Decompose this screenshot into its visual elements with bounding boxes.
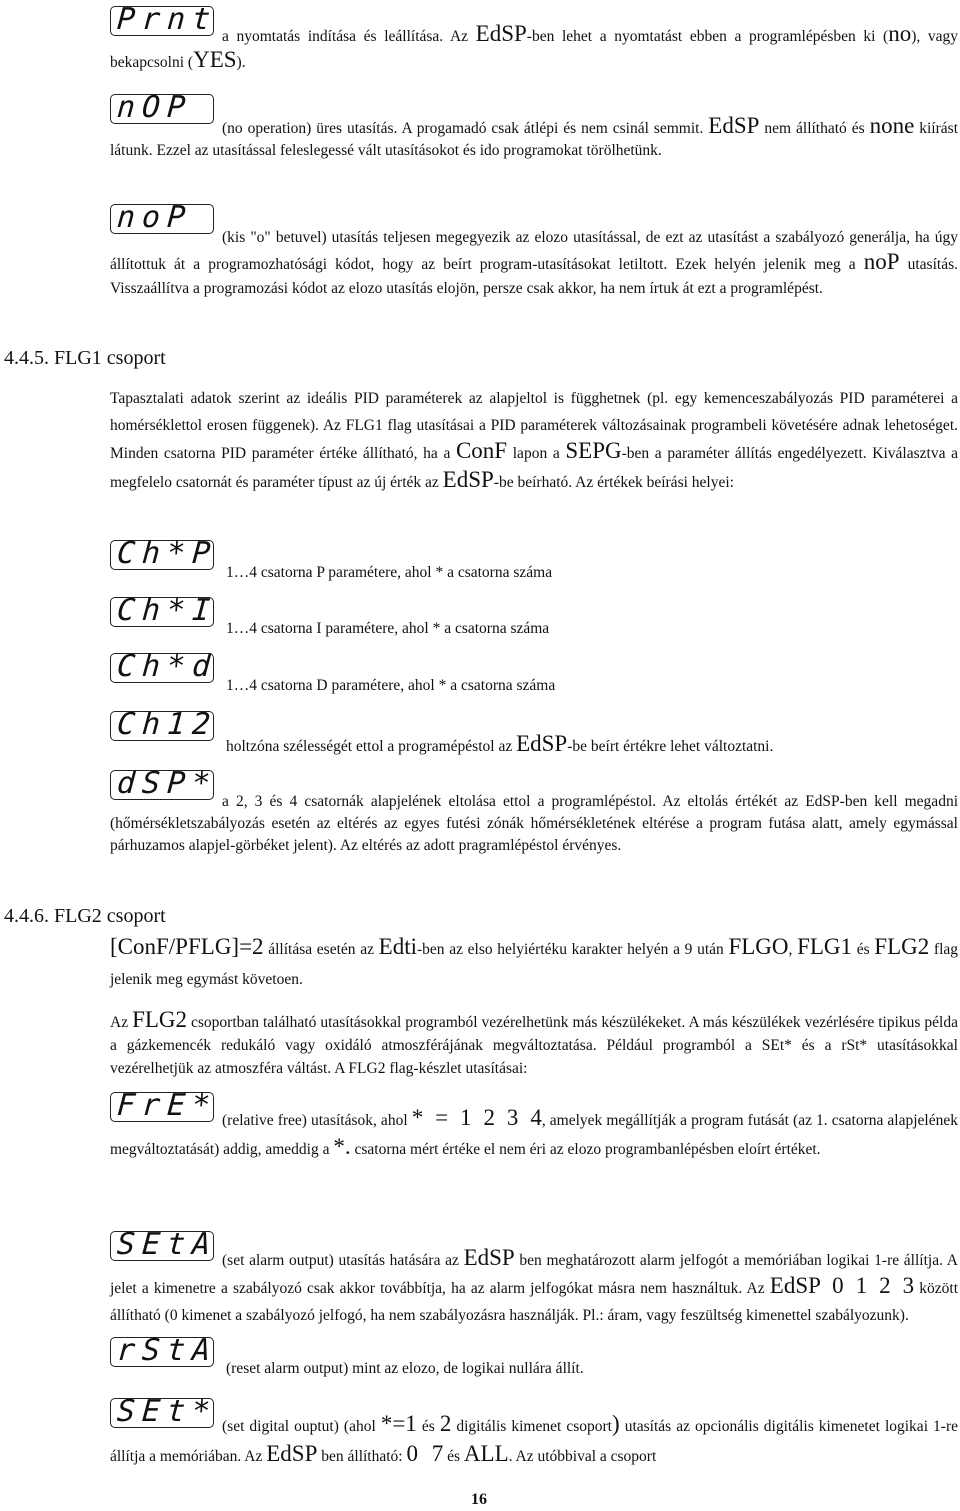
- section-heading-446: 4.4.6. FLG2 csoport: [4, 905, 166, 927]
- lcd-ch12-code: Ch12: [115, 707, 219, 742]
- rsta-description: (reset alarm output) mint az elozo, de logikai nullára állít.: [226, 1360, 584, 1377]
- lcd-nop-upper-code: nOP: [115, 90, 194, 125]
- edsp-term: EdSP: [442, 466, 494, 492]
- page-number: 16: [471, 1491, 487, 1508]
- lcd-seta-code: SEtA: [115, 1227, 219, 1262]
- lcd-chp: [110, 536, 219, 571]
- edsp-term: EdSP: [516, 731, 568, 756]
- edsp-term: EdSP: [266, 1441, 318, 1466]
- ch12-description: holtzóna szélességét ettol a programépéstol az EdSP-be beírt értékre lehet változtatni.: [226, 731, 774, 756]
- flg2-term: FLG2: [132, 1007, 188, 1032]
- chd-description: 1…4 csatorna D paramétere, ahol * a csatorna száma: [226, 677, 556, 694]
- edsp-term: EdSP: [708, 113, 760, 138]
- set-equation: *=1: [380, 1411, 417, 1436]
- conf-term: ConF: [455, 438, 508, 463]
- lcd-rsta: [110, 1333, 219, 1368]
- edti-term: Edti: [378, 934, 417, 959]
- flg2-term: FLG2: [874, 934, 930, 959]
- set-description: (set digital ouptut) (ahol *=1 és 2 digitális kimenet csoport) utasítás az opcionális digitális kimenetet logikai 1-re állítja a memóriában. Az EdSP ben állítható: 0 7 és ALL. Az utóbbival a csoport: [110, 1411, 958, 1466]
- prnt-description: a nyomtatás indítása és leállítása. Az EdSP-ben lehet a nyomtatást ebben a programlépésben ki (no), vagy bekapcsolni (YES).: [110, 21, 959, 72]
- nop-upper-description: (no operation) üres utasítás. A progamadó csak átlépi és nem csinál semmit. EdSP nem állítható és none kiírást látunk. Ezzel az utasítással feleslegessé vált utasításokot és ido programokat törölhetünk.: [110, 113, 958, 159]
- lcd-prnt-code: Prnt: [115, 2, 219, 37]
- set-two: 2: [439, 1411, 452, 1436]
- edsp-term: EdSP: [463, 1245, 515, 1270]
- dsp-description: a 2, 3 és 4 csatornák alapjelének eltolása ettol a programlépéstol. Az eltolás értékét az EdSP-ben kell megadni (hőmérsékletszabályozás esetén az eltérés az egyes futési zónák hőmérsékletének eltérése a program futása alatt, amely egymással párhuzamos alapjel-görbéket jelent). Az eltérés az adott pragramlépéstol érvényes.: [110, 793, 958, 854]
- lcd-chi-code: Ch*I: [115, 593, 219, 628]
- section-445-paragraph: Tapasztalati adatok szerint az ideális PID paraméterek az alapjeltol is függhetnek (pl. egy kemenceszabályozás PID paraméterei a homérséklettol erosen függenek). Az FLG1 flag utasításai a PID paraméterek változásainak programbeli követésére adnak lehetoséget. Minden csatorna PID paraméter értéke állítható, ha a ConF lapon a SEPG-ben a paraméter állítás engedélyezett. Kiválasztva a megfelelo csatornát és paraméter típust az új érték az EdSP-be beírható. Az értékek beírási helyei:: [110, 390, 958, 492]
- seta-description: (set alarm output) utasítás hatására az EdSP ben meghatározott alarm jelfogót a memóriában logikai 1-re állítja. A jelet a kimenetre a szabályozó csak akkor továbbítja, ha az alarm jelfogókat másra nem használtuk. Az EdSP 0 1 2 3 között állítható (0 kimenet a szabályozó jelfogó, ha nem szabályozásra használják. Pl.: áram, vagy feszültség kimenettel szabályozunk).: [110, 1245, 959, 1324]
- edsp-range: EdSP 0 1 2 3: [769, 1273, 915, 1298]
- none-term: none: [869, 113, 915, 138]
- fre-description: (relative free) utasítások, ahol * = 1 2 3 4, amelyek megállítják a program futását (az 1. csatorna alapjelének megváltoztatását) addig, ameddig a *. csatorna mért értéke el nem éri az elozo programbanlépésben eloírt értéket.: [110, 1105, 958, 1159]
- lcd-fre-code: FrE*: [115, 1088, 219, 1123]
- yes-term: YES: [193, 47, 237, 72]
- chi-description: 1…4 csatorna I paramétere, ahol * a csatorna száma: [226, 620, 550, 637]
- sepg-term: SEPG: [565, 438, 622, 463]
- set-range: 0 7: [406, 1441, 444, 1466]
- lcd-ch12: [110, 707, 219, 742]
- lcd-set-code: SEt*: [115, 1394, 219, 1429]
- lcd-chd-code: Ch*d: [115, 649, 219, 684]
- no-term: no: [888, 21, 912, 46]
- lcd-chi: [110, 593, 219, 628]
- lcd-chp-code: Ch*P: [115, 536, 219, 571]
- nop-term: noP: [863, 249, 900, 274]
- lcd-rsta-code: rStA: [115, 1333, 219, 1368]
- flgo-term: FLGO: [728, 934, 789, 959]
- edsp-term: EdSP: [475, 21, 527, 46]
- lcd-dsp-code: dSP*: [115, 766, 219, 801]
- conf-pflg-term: [ConF/PFLG]=2: [110, 934, 264, 959]
- section-heading-445: 4.4.5. FLG1 csoport: [4, 347, 166, 369]
- set-paren: ): [611, 1411, 620, 1436]
- fre-equation: * = 1 2 3 4: [411, 1105, 542, 1130]
- lcd-chd: [110, 649, 219, 684]
- lcd-nop-lower-code: noP: [115, 200, 194, 235]
- flg1-term: FLG1: [797, 934, 853, 959]
- chp-description: 1…4 csatorna P paramétere, ahol * a csatorna száma: [226, 564, 553, 581]
- nop-lower-description: (kis "o" betuvel) utasítás teljesen megegyezik az elozo utasítással, de ezt az utasítást a szabályozó generálja, ha úgy állítottuk át a programozhatósági kódot, hogy az beírt program-utasításokat letiltott. Ezek helyén jelenik meg a noP utasítás. Visszaállítva a programozási kódot az elozo utasítás elojön, persze csak akkor, ha nem írtuk át ezt a programlépést.: [110, 229, 958, 297]
- section-446-paragraph-1: [ConF/PFLG]=2 állítása esetén az Edti-ben az elso helyiértéku karakter helyén a 9 után FLGO, FLG1 és FLG2 flag jelenik meg egymást követoen.: [110, 934, 959, 988]
- star-term: *.: [333, 1134, 351, 1159]
- section-446-paragraph-2: Az FLG2 csoportban található utasításokkal programból vezérelhetünk más készülékeket. A más készülékek vezérlésére tipikus példa a gázkemencék redukáló vagy oxidáló atmoszférájának megváltoztatása. Például programból a SEt* és a rSt* utasításokkal vezérelhetjük az atmoszféra váltást. A FLG2 flag-készlet utasításai:: [110, 1007, 958, 1077]
- all-term: ALL: [463, 1441, 509, 1466]
